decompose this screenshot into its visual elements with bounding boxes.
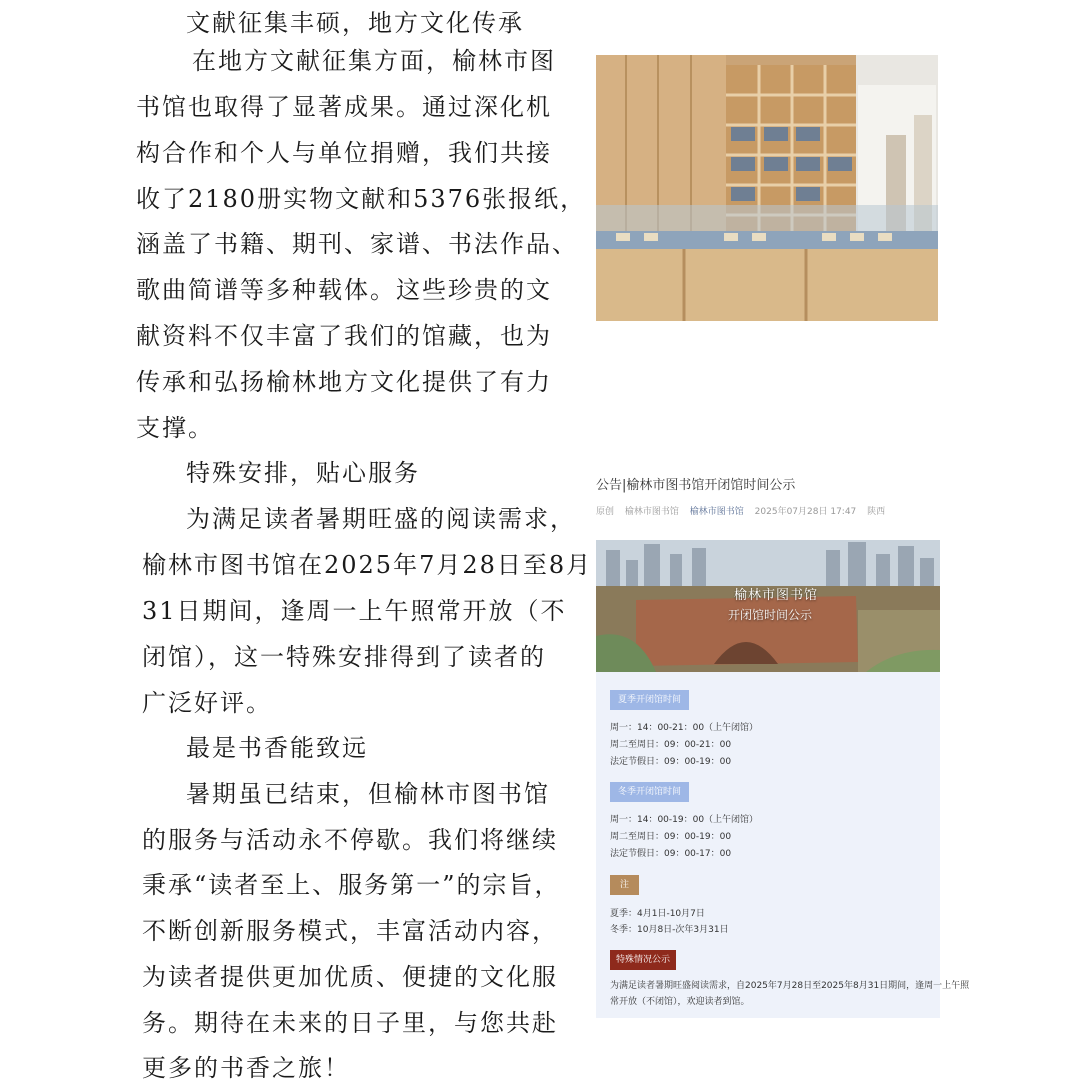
note-badge: 注 (610, 875, 639, 895)
paragraph-line: 歌曲简谱等多种载体。这些珍贵的文 (136, 276, 552, 304)
notice-meta (596, 504, 893, 517)
account-link[interactable]: 榆林市图书馆 (689, 507, 744, 517)
schedule-line: 周一：14：00-21：00（上午闭馆） (610, 723, 759, 733)
special-notice-line: 为满足读者暑期旺盛阅读需求，自2025年7月28日至2025年8月31日期间，逢周一上午照 (610, 981, 970, 991)
season-range-line: 冬季：10月8日-次年3月31日 (610, 925, 729, 935)
schedule-line: 周一：14：00-19：00（上午闭馆） (610, 815, 759, 825)
publish-time: 2025年07月28日 17:47 (754, 507, 857, 517)
paragraph-line: 务。期待在未来的日子里，与您共赴 (142, 1009, 558, 1037)
schedule-line: 法定节假日：09：00-19：00 (610, 757, 732, 767)
paragraph-line: 支撑。 (136, 414, 214, 442)
original-tag: 原创 (596, 507, 615, 517)
paragraph-line: 秉承“读者至上、服务第一”的宗旨， (142, 871, 561, 899)
notice-title: 公告|榆林市图书馆开闭馆时间公示 (596, 478, 796, 493)
season-range-line: 夏季：4月1日-10月7日 (610, 909, 705, 919)
schedule-line: 周二至周日：09：00-19：00 (610, 832, 732, 842)
paragraph-line: 31日期间，逢周一上午照常开放（不 (142, 597, 567, 625)
paragraph-line: 闭馆），这一特殊安排得到了读者的 (142, 643, 546, 671)
schedule-line: 周二至周日：09：00-21：00 (610, 740, 732, 750)
paragraph-line: 为满足读者暑期旺盛的阅读需求， (186, 505, 576, 533)
summer-hours-badge: 夏季开闭馆时间 (610, 690, 689, 710)
library-banner (596, 540, 940, 672)
paragraph-line: 榆林市图书馆在2025年7月28日至8月 (142, 551, 593, 579)
winter-hours-badge: 冬季开闭馆时间 (610, 782, 689, 802)
banner-subtitle: 开闭馆时间公示 (728, 608, 813, 622)
paragraph-line: 书馆也取得了显著成果。通过深化机 (136, 93, 552, 121)
heading-special-arrangement: 特殊安排，贴心服务 (186, 459, 420, 487)
paragraph-line: 构合作和个人与单位捐赠，我们共接 (136, 139, 552, 167)
paragraph-line: 的服务与活动永不停歇。我们将继续 (142, 826, 558, 854)
paragraph-line: 涵盖了书籍、期刊、家谱、书法作品、 (136, 230, 578, 258)
paragraph-line: 暑期虽已结束，但榆林市图书馆 (186, 780, 550, 808)
library-exhibit-illustration (596, 55, 938, 321)
paragraph-line: 传承和弘扬榆林地方文化提供了有力 (136, 368, 552, 396)
paragraph-line: 广泛好评。 (142, 689, 272, 717)
publisher-name: 榆林市图书馆 (624, 507, 679, 517)
paragraph-line: 更多的书香之旅！ (142, 1054, 350, 1082)
paragraph-line: 收了2180册实物文献和5376张报纸， (136, 185, 587, 213)
schedule-line: 法定节假日：09：00-17：00 (610, 849, 732, 859)
paragraph-line: 献资料不仅丰富了我们的馆藏，也为 (136, 322, 552, 350)
special-notice-line: 常开放（不闭馆），欢迎读者到馆。 (610, 997, 750, 1007)
schedule-panel (596, 672, 970, 1018)
heading-literature-collection: 文献征集丰硕，地方文化传承 (186, 9, 524, 37)
paragraph-line: 在地方文献征集方面，榆林市图 (192, 47, 556, 75)
heading-book-fragrance: 最是书香能致远 (186, 734, 368, 762)
paragraph-line: 不断创新服务模式，丰富活动内容， (142, 917, 558, 945)
banner-title: 榆林市图书馆 (734, 588, 819, 603)
special-notice-badge: 特殊情况公示 (610, 950, 676, 970)
opening-hours-notice (596, 470, 970, 1020)
publish-location: 陕西 (867, 507, 886, 517)
paragraph-line: 为读者提供更加优质、便捷的文化服 (142, 963, 558, 991)
library-exhibit-photo (596, 55, 938, 321)
